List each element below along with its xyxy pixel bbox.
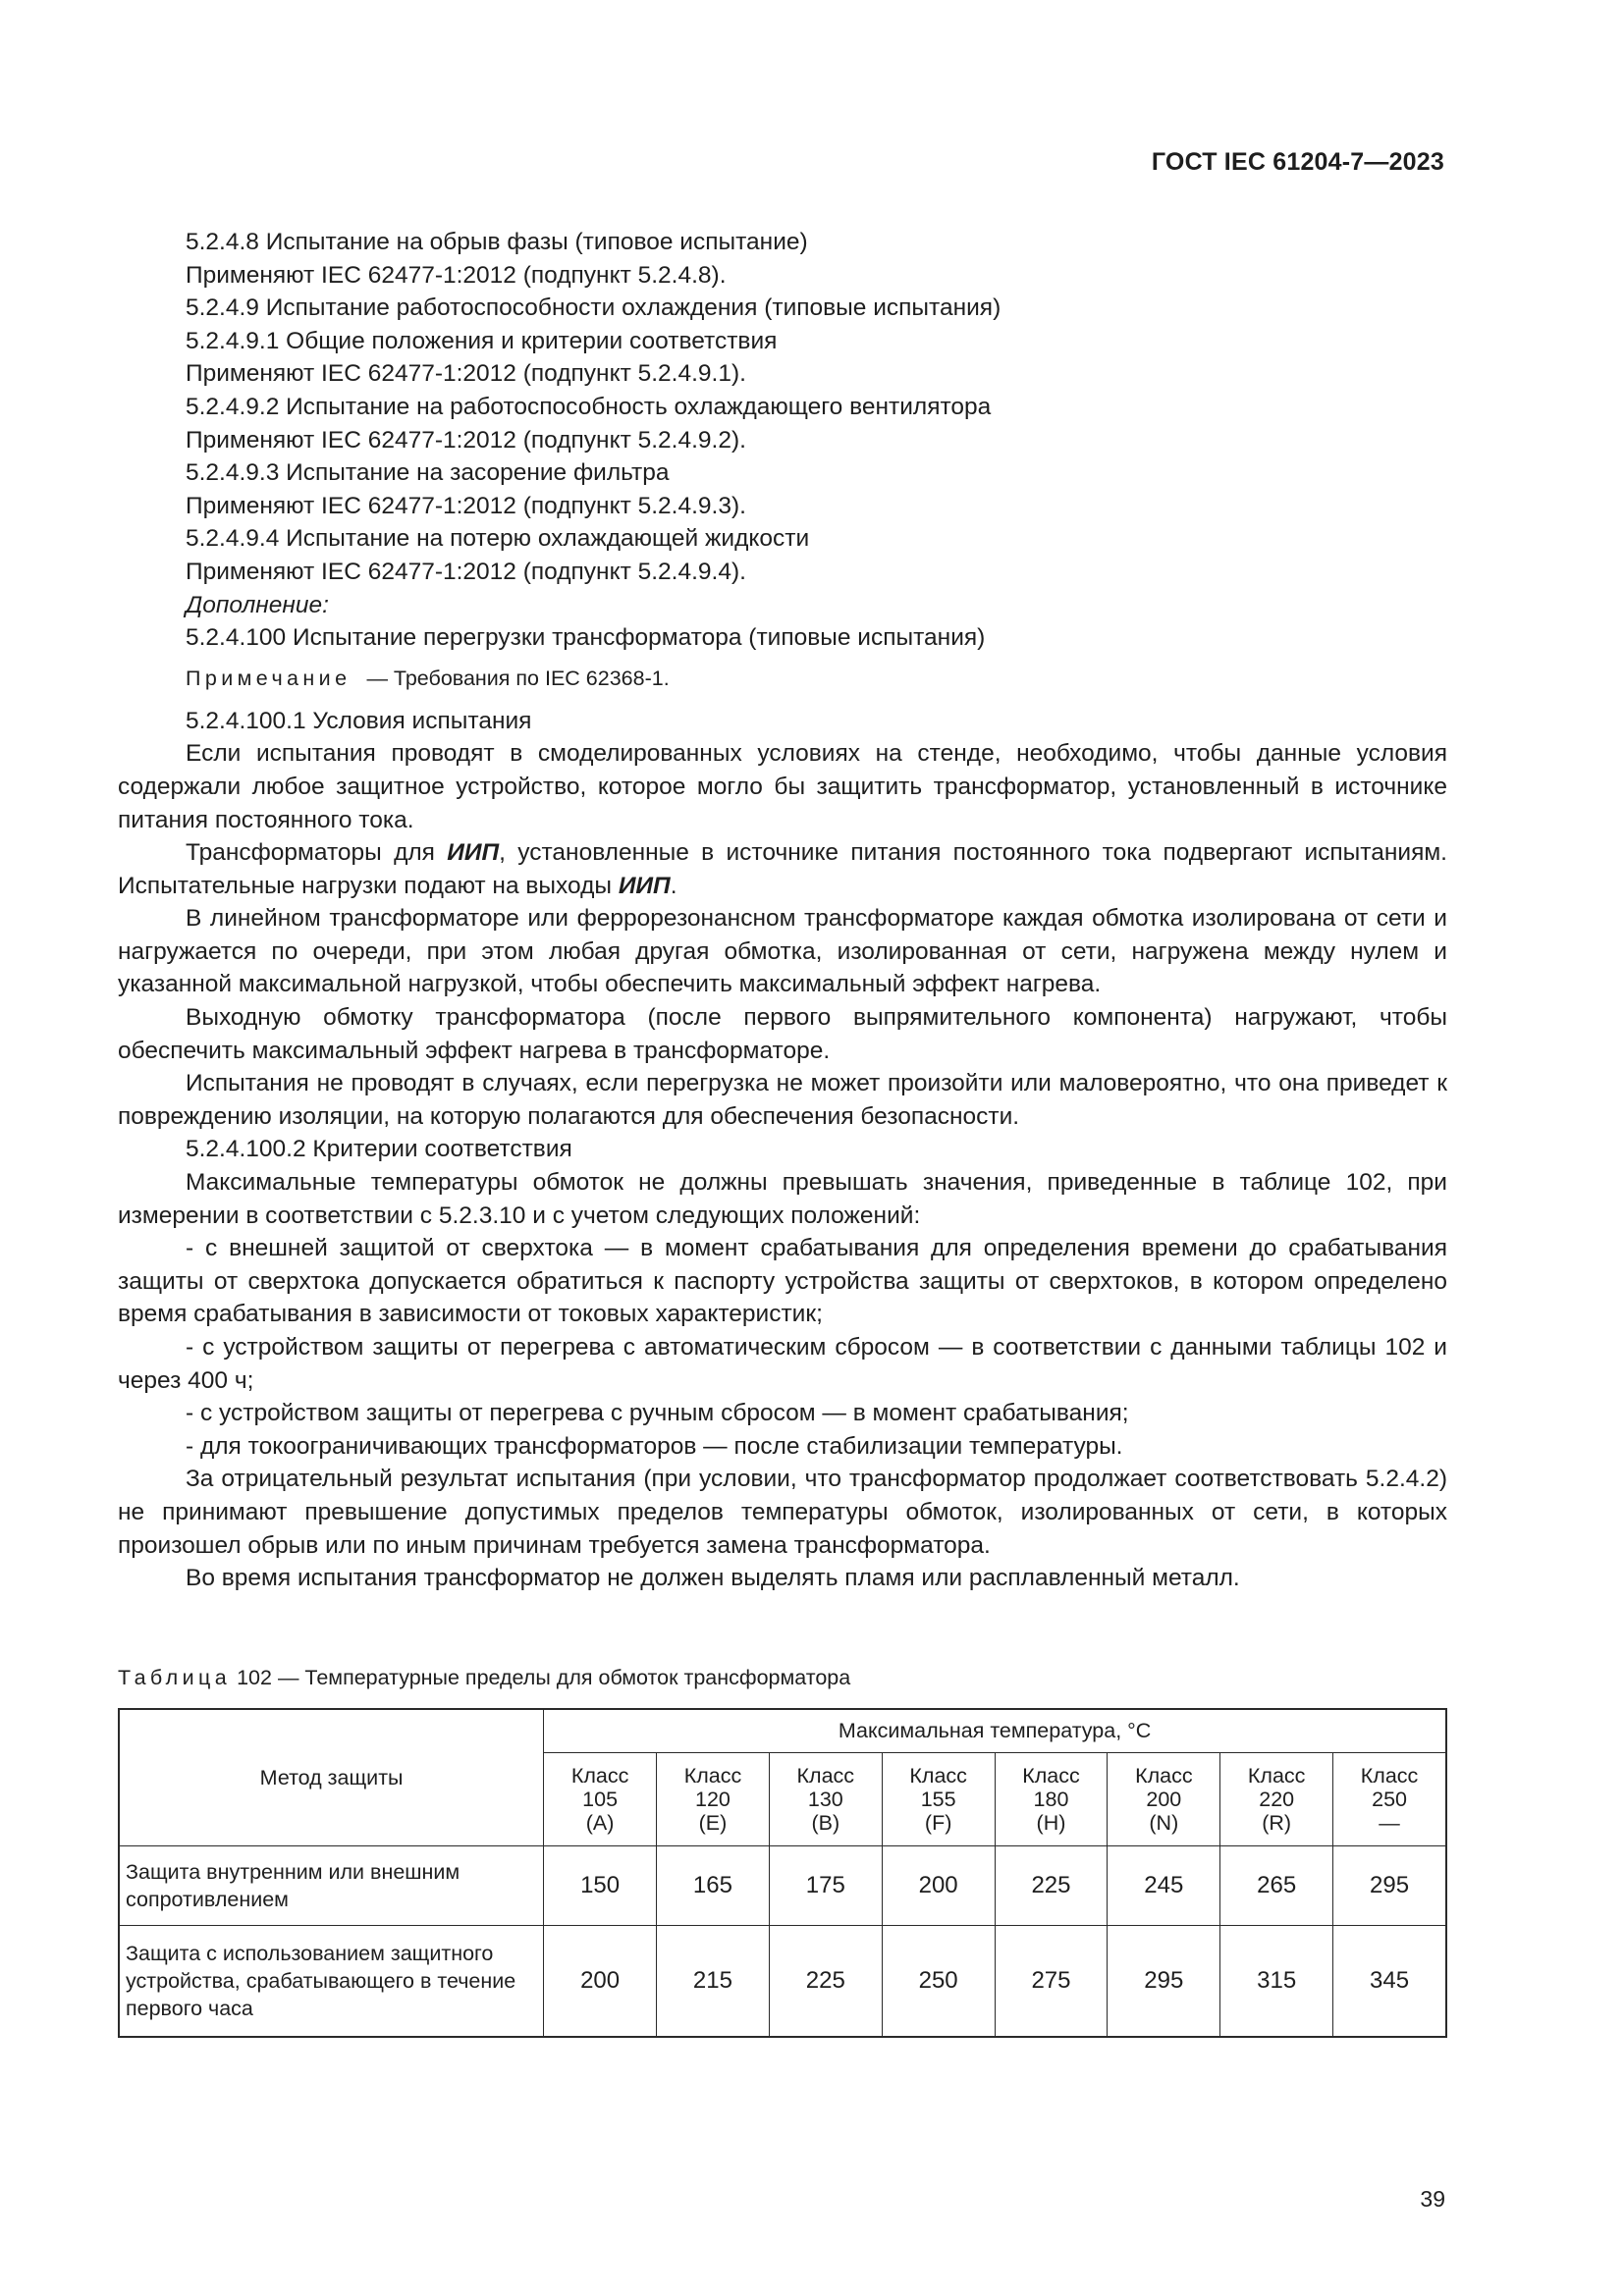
class-letter: (А)	[585, 1811, 615, 1835]
table-caption-text: 102 — Температурные пределы для обмоток трансформатора	[237, 1666, 851, 1689]
class-number: 155	[920, 1788, 956, 1811]
class-header	[995, 1753, 1108, 1846]
page-number: 39	[1420, 2186, 1445, 2212]
value-cell: 200	[544, 1926, 657, 2038]
value-cell: 295	[1108, 1926, 1220, 2038]
paragraph-text: .	[670, 872, 677, 899]
heading-line: 5.2.4.9.2 Испытание на работоспособность охлаждающего вентилятора	[186, 393, 992, 420]
document-header: ГОСТ IEC 61204-7—2023	[1151, 148, 1444, 176]
class-letter: (N)	[1149, 1811, 1179, 1835]
abbreviation: ИИП	[618, 872, 671, 899]
class-letter: (F)	[924, 1811, 952, 1835]
paragraph: Во время испытания трансформатор не должен выделять пламя или расплавленный металл.	[186, 1565, 1240, 1592]
class-header	[544, 1753, 657, 1846]
text-line: Применяют IEC 62477-1:2012 (подпункт 5.2.4.9.3).	[186, 492, 746, 519]
section-heading-100-2: 5.2.4.100.2 Критерии соответствия	[186, 1136, 572, 1163]
class-header	[657, 1753, 770, 1846]
paragraph: За отрицательный результат испытания (при условии, что трансформатор продолжает соответствовать 5.2.4.2) не принимают превышение допустимых пределов температуры обмоток, изолированных от сети, в которых произошел обрыв или по иным причинам требуется замена трансформатора.	[118, 1466, 1447, 1559]
class-header	[1108, 1753, 1220, 1846]
class-number: 250	[1372, 1788, 1407, 1811]
value-cell: 215	[657, 1926, 770, 2038]
temperature-table	[118, 1708, 1447, 2038]
class-number: 180	[1033, 1788, 1069, 1811]
value-cell: 225	[995, 1846, 1108, 1926]
class-word: Класс	[1135, 1764, 1193, 1788]
value-cell: 245	[1108, 1846, 1220, 1926]
heading-line: 5.2.4.9 Испытание работоспособности охлаждения (типовые испытания)	[186, 294, 1001, 322]
text-line: Применяют IEC 62477-1:2012 (подпункт 5.2.4.9.2).	[186, 426, 746, 454]
method-cell: Защита с использованием защитного устройства, срабатывающего в течение первого часа	[119, 1926, 544, 2038]
value-cell: 265	[1220, 1846, 1333, 1926]
method-header: Метод защиты	[119, 1709, 544, 1846]
class-number: 120	[695, 1788, 731, 1811]
value-cell: 250	[882, 1926, 995, 2038]
paragraph: Если испытания проводят в смоделированных условиях на стенде, необходимо, чтобы данные условия содержали любое защитное устройство, которое могло бы защитить трансформатор, установленный в источнике питания постоянного тока.	[118, 740, 1447, 833]
list-item: - с внешней защитой от сверхтока — в момент срабатывания для определения времени до срабатывания защиты от сверхтока допускается обратиться к паспорту устройства защиты от сверхтоков, в котором определено время срабатывания в зависимости от токовых характеристик;	[118, 1235, 1447, 1328]
text-line: Применяют IEC 62477-1:2012 (подпункт 5.2.4.8).	[186, 261, 727, 289]
value-cell: 165	[657, 1846, 770, 1926]
value-cell: 295	[1333, 1846, 1446, 1926]
class-word: Класс	[796, 1764, 855, 1788]
list-item: - с устройством защиты от перегрева с автоматическим сбросом — в соответствии с данными таблицы 102 и через 400 ч;	[118, 1334, 1447, 1394]
class-number: 105	[582, 1788, 619, 1811]
class-number: 200	[1146, 1788, 1182, 1811]
class-letter: (Е)	[698, 1811, 728, 1835]
class-number: 220	[1259, 1788, 1295, 1811]
method-cell: Защита внутренним или внешним сопротивлением	[119, 1846, 544, 1926]
value-cell: 200	[882, 1846, 995, 1926]
table-header-row	[119, 1709, 1446, 1753]
class-word: Класс	[570, 1764, 629, 1788]
table-caption-label: Таблица	[118, 1666, 232, 1689]
class-letter: (R)	[1262, 1811, 1292, 1835]
heading-line: 5.2.4.8 Испытание на обрыв фазы (типовое испытание)	[186, 229, 808, 255]
heading-line: 5.2.4.9.4 Испытание на потерю охлаждающей жидкости	[186, 525, 810, 553]
paragraph: Выходную обмотку трансформатора (после первого выпрямительного компонента) нагружают, чтобы обеспечить максимальный эффект нагрева в трансформаторе.	[118, 1004, 1447, 1064]
addition-label: Дополнение:	[186, 591, 329, 618]
heading-line: 5.2.4.9.1 Общие положения и критерии соответствия	[186, 327, 778, 354]
paragraph: Максимальные температуры обмоток не должны превышать значения, приведенные в таблице 102, при измерении в соответствии с 5.2.3.10 и с учетом следующих положений:	[118, 1169, 1447, 1229]
class-word: Класс	[1360, 1764, 1419, 1788]
section-heading-100-1: 5.2.4.100.1 Условия испытания	[186, 707, 532, 734]
note	[118, 662, 1447, 695]
note-label: Примечание	[186, 666, 352, 690]
value-cell: 175	[769, 1846, 882, 1926]
paragraph: В линейном трансформаторе или феррорезонансном трансформаторе каждая обмотка изолирована от сети и нагружается по очереди, при этом любая другая обмотка, изолированная от сети, нагружена между нулем и указанной максимальной нагрузкой, чтобы обеспечить максимальный эффект нагрева.	[118, 905, 1447, 998]
class-word: Класс	[683, 1764, 742, 1788]
table-row	[119, 1846, 1446, 1926]
class-header	[1220, 1753, 1333, 1846]
note-text: — Требования по IEC 62368-1.	[366, 666, 670, 690]
class-letter: (Н)	[1036, 1811, 1066, 1835]
value-cell: 345	[1333, 1926, 1446, 2038]
value-cell: 150	[544, 1846, 657, 1926]
paragraph-text: , установленные в источнике питания постоянного тока подвергают испытаниям. Испытательные нагрузки подают на выходы	[118, 839, 1447, 899]
max-temp-header: Максимальная температура, °С	[544, 1709, 1446, 1753]
class-header	[882, 1753, 995, 1846]
paragraph-text: Трансформаторы для	[186, 839, 448, 867]
class-header	[769, 1753, 882, 1846]
abbreviation: ИИП	[447, 839, 500, 867]
paragraph	[118, 836, 1447, 902]
text-line: Применяют IEC 62477-1:2012 (подпункт 5.2.4.9.4).	[186, 558, 746, 585]
class-word: Класс	[1022, 1764, 1080, 1788]
paragraph: Испытания не проводят в случаях, если перегрузка не может произойти или маловероятно, что она приведет к повреждению изоляции, на которую полагаются для обеспечения безопасности.	[118, 1070, 1447, 1130]
class-letter: (В)	[811, 1811, 840, 1835]
heading-line: 5.2.4.9.3 Испытание на засорение фильтра	[186, 459, 670, 487]
class-word: Класс	[909, 1764, 967, 1788]
value-cell: 275	[995, 1926, 1108, 2038]
list-item: - с устройством защиты от перегрева с ручным сбросом — в момент срабатывания;	[186, 1400, 1129, 1427]
value-cell: 225	[769, 1926, 882, 2038]
section-heading-100: 5.2.4.100 Испытание перегрузки трансформатора (типовые испытания)	[186, 624, 986, 652]
value-cell: 315	[1220, 1926, 1333, 2038]
class-header	[1333, 1753, 1446, 1846]
table-caption	[118, 1666, 850, 1690]
text-line: Применяют IEC 62477-1:2012 (подпункт 5.2.4.9.1).	[186, 360, 746, 388]
class-word: Класс	[1247, 1764, 1306, 1788]
list-item: - для токоограничивающих трансформаторов — после стабилизации температуры.	[186, 1432, 1123, 1460]
class-letter: —	[1379, 1811, 1400, 1835]
table-row	[119, 1926, 1446, 2038]
document-body	[118, 226, 1447, 1595]
class-number: 130	[807, 1788, 843, 1811]
